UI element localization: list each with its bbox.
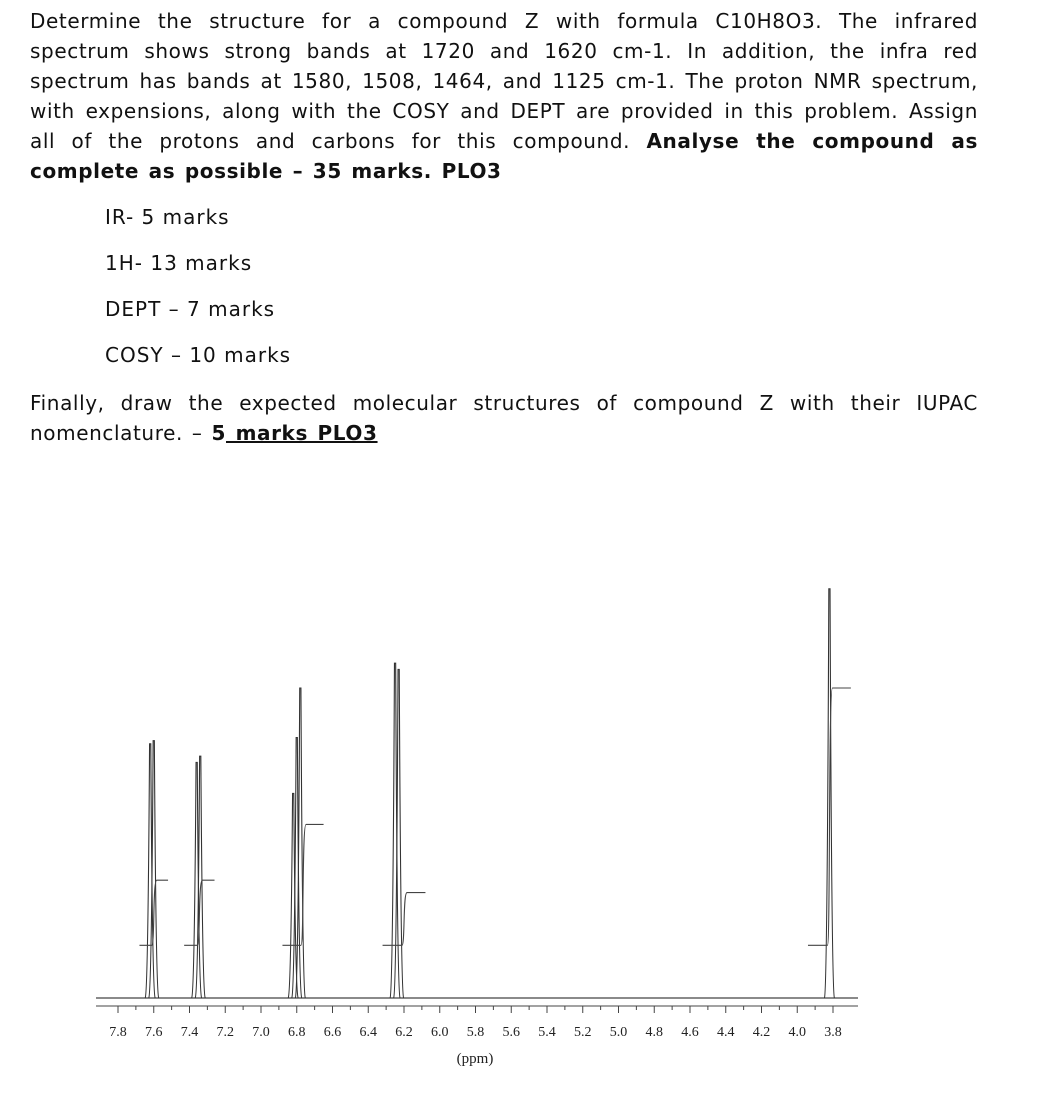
integral-curve xyxy=(808,688,851,945)
x-tick-label: 3.8 xyxy=(824,1025,842,1040)
x-axis-tick-labels xyxy=(109,1025,842,1040)
question-text: Determine the structure for a compound Z with formula C10H8O3. The infrared spectrum shows strong bands at 1720 and 1620 cm-1. In addition, the infra red spectrum has bands at 1580, 1508, 1464, and 1125 cm-1. The proton NMR spectrum, with expensions, along with the COSY and DEPT are provided in this problem. Assign all of the protons and carbons for this compound. xyxy=(30,9,978,153)
integral-curves xyxy=(139,688,850,945)
x-tick-label: 4.4 xyxy=(717,1025,735,1040)
marks-item-ir: IR- 5 marks xyxy=(105,205,230,229)
x-tick-label: 7.4 xyxy=(180,1025,199,1040)
x-tick-label: 6.2 xyxy=(395,1025,413,1040)
x-tick-label: 4.0 xyxy=(788,1025,806,1040)
x-tick-label: 7.6 xyxy=(145,1025,163,1040)
x-tick-label: 4.2 xyxy=(752,1025,771,1040)
final-marks-text: marks PLO3 xyxy=(226,421,378,445)
marks-item-dept: DEPT – 7 marks xyxy=(105,297,276,321)
spectrum-peak xyxy=(195,756,205,998)
x-tick-label: 6.6 xyxy=(323,1025,342,1040)
marks-item-cosy: COSY – 10 marks xyxy=(105,343,292,367)
x-tick-label: 4.6 xyxy=(681,1025,699,1040)
integral-curve xyxy=(383,893,426,946)
x-axis-ticks xyxy=(96,1006,858,1013)
spectrum-peaks xyxy=(96,589,858,998)
spectrum-peak xyxy=(390,663,400,998)
x-tick-label: 7.8 xyxy=(109,1025,127,1040)
final-text: Finally, draw the expected molecular structures of compound Z with their IUPAC nomenclature. – xyxy=(30,391,978,445)
x-tick-label: 6.0 xyxy=(431,1025,449,1040)
x-axis-label: (ppm) xyxy=(456,1051,494,1067)
marks-item-1h: 1H- 13 marks xyxy=(105,251,253,275)
x-tick-label: 5.6 xyxy=(502,1025,520,1040)
x-tick-label: 6.4 xyxy=(359,1025,377,1040)
x-tick-label: 6.8 xyxy=(288,1025,306,1040)
integral-curve xyxy=(139,880,168,945)
x-tick-label: 5.8 xyxy=(466,1025,485,1040)
final-marks-number: 5 xyxy=(211,421,226,445)
x-tick-label: 4.8 xyxy=(645,1025,663,1040)
spectrum-peak xyxy=(149,741,159,998)
x-tick-label: 5.4 xyxy=(538,1025,556,1040)
x-tick-label: 7.0 xyxy=(252,1025,270,1040)
question-marks-text: Analyse the compound as complete as possible – 35 marks. PLO3 xyxy=(30,129,978,183)
x-tick-label: 5.0 xyxy=(609,1025,628,1040)
x-tick-label: 5.2 xyxy=(574,1025,592,1040)
x-tick-label: 7.2 xyxy=(216,1025,234,1040)
